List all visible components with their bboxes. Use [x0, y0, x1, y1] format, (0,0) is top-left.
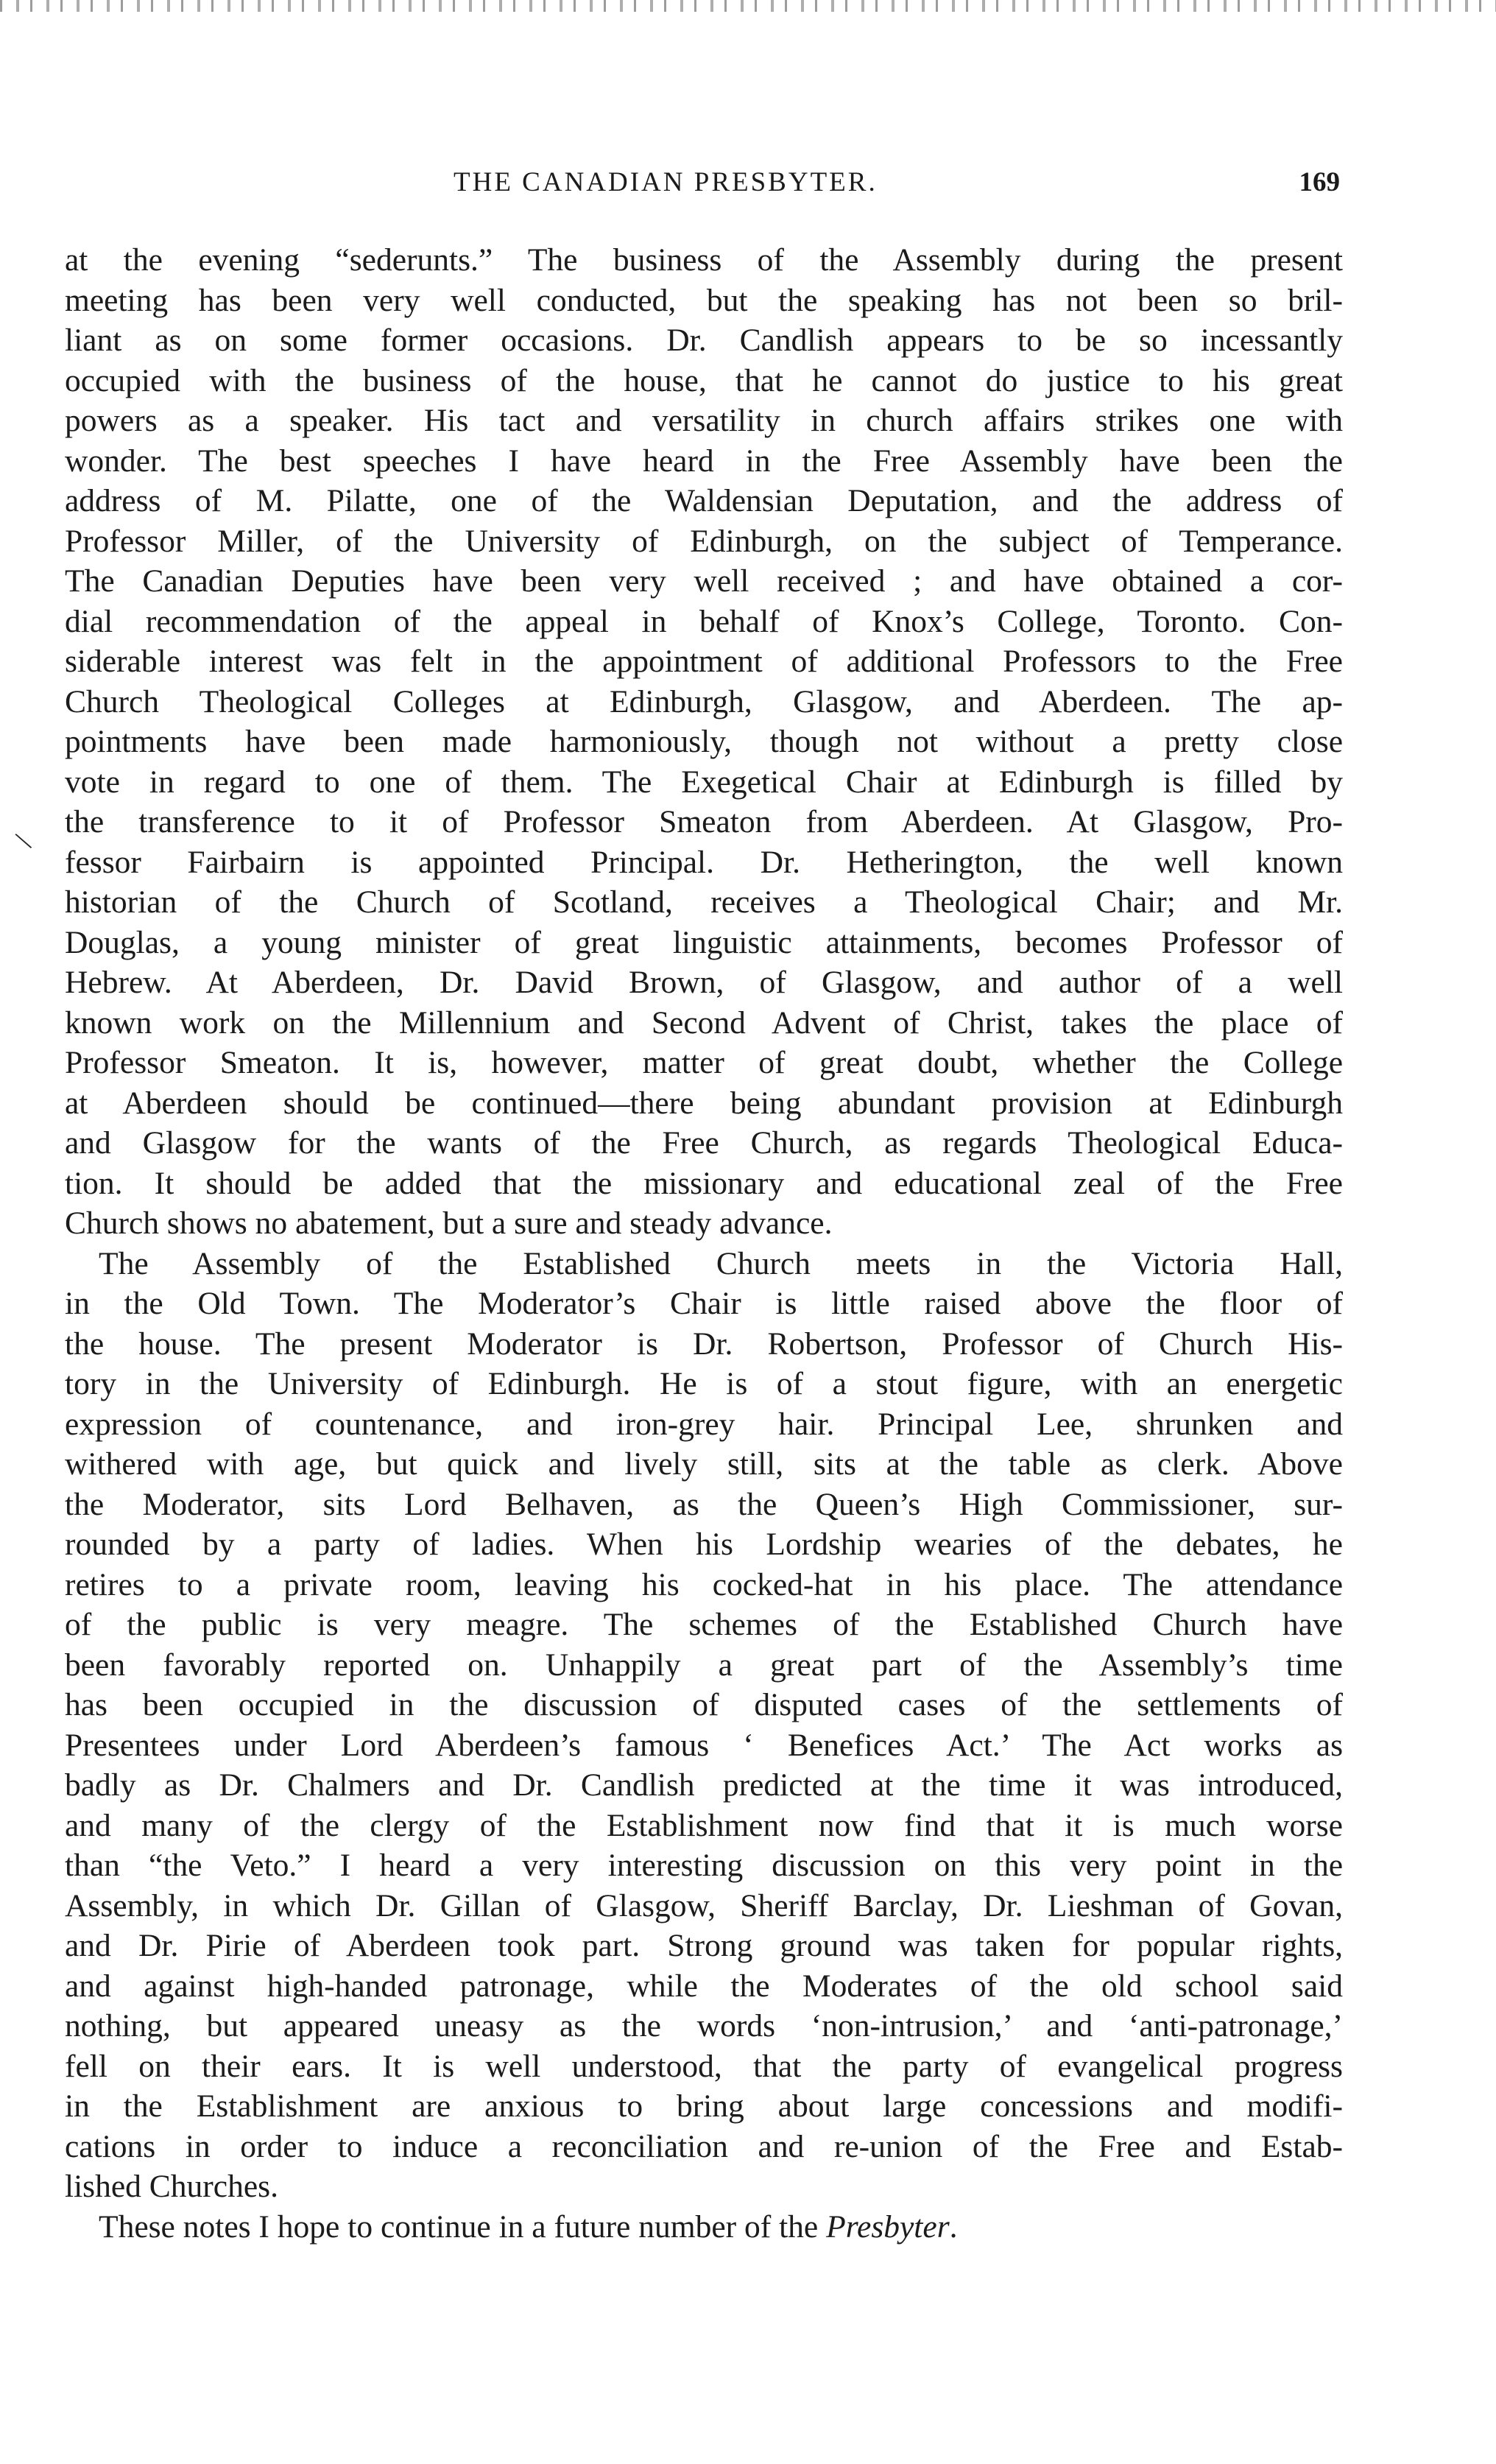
- text-line: badly as Dr. Chalmers and Dr. Candlish predicted at the time it was introduced,: [65, 1767, 1343, 1803]
- text-line: Presentees under Lord Aberdeen’s famous ‘ Benefices Act.’ The Act works as: [65, 1727, 1343, 1763]
- text-line: rounded by a party of ladies. When his Lordship wearies of the debates, he: [65, 1527, 1343, 1562]
- text-line: Professor Smeaton. It is, however, matter of great doubt, whether the College: [65, 1045, 1343, 1080]
- text-line: nothing, but appeared uneasy as the words ‘non-intrusion,’ and ‘anti-patronage,’: [65, 2008, 1343, 2044]
- text-line: wonder. The best speeches I have heard in the Free Assembly have been the: [65, 443, 1343, 479]
- publication-title: Presbyter: [826, 2208, 950, 2245]
- text-line: been favorably reported on. Unhappily a great part of the Assembly’s time: [65, 1647, 1343, 1683]
- text-line: at the evening “sederunts.” The business of the Assembly during the present: [65, 242, 1343, 278]
- text-line: of the public is very meagre. The schemes of the Established Church have: [65, 1607, 1343, 1642]
- text-line: Church Theological Colleges at Edinburgh, Glasgow, and Aberdeen. The ap-: [65, 683, 1343, 719]
- text-line: pointments have been made harmoniously, though not without a pretty close: [65, 724, 1343, 759]
- paragraph-start-line: The Assembly of the Established Church meets in the Victoria Hall,: [99, 1245, 1343, 1281]
- text-line: tion. It should be added that the missionary and educational zeal of the Free: [65, 1165, 1343, 1201]
- text-line: known work on the Millennium and Second Advent of Christ, takes the place of: [65, 1004, 1343, 1041]
- text-line: the Moderator, sits Lord Belhaven, as the Queen’s High Commissioner, sur-: [65, 1486, 1343, 1522]
- paragraph-end-line: Church shows no abatement, but a sure and steady advance.: [65, 1205, 833, 1241]
- text-line: cations in order to induce a reconciliation and re-union of the Free and Estab-: [65, 2128, 1343, 2164]
- text-line: withered with age, but quick and lively still, sits at the table as clerk. Above: [65, 1446, 1343, 1482]
- running-title: THE CANADIAN PRESBYTER.: [454, 167, 878, 197]
- text-line: fessor Fairbairn is appointed Principal. Dr. Hetherington, the well known: [65, 844, 1343, 880]
- text-line: expression of countenance, and iron-grey hair. Principal Lee, shrunken and: [65, 1406, 1343, 1442]
- text-line: in the Establishment are anxious to bring about large concessions and modifi-: [65, 2088, 1343, 2124]
- text-line: meeting has been very well conducted, but the speaking has not been so bril-: [65, 282, 1343, 318]
- text-line: dial recommendation of the appeal in behalf of Knox’s College, Toronto. Con-: [65, 603, 1343, 639]
- text-line: the house. The present Moderator is Dr. Robertson, Professor of Church His-: [65, 1326, 1343, 1362]
- text-line: fell on their ears. It is well understood, that the party of evangelical progress: [65, 2048, 1343, 2084]
- text-line: address of M. Pilatte, one of the Waldensian Deputation, and the address of: [65, 483, 1343, 518]
- text-line: historian of the Church of Scotland, receives a Theological Chair; and Mr.: [65, 884, 1343, 920]
- closing-line-text: These notes I hope to continue in a future number of the: [99, 2208, 819, 2245]
- text-line: Douglas, a young minister of great linguistic attainments, becomes Professor of: [65, 924, 1343, 960]
- text-line: The Canadian Deputies have been very well received ; and have obtained a cor-: [65, 563, 1343, 599]
- closing-line-period: .: [949, 2208, 958, 2245]
- body-text: [65, 240, 1343, 2247]
- page-top-edge-shadow: [0, 0, 1496, 12]
- page-number: 169: [1299, 167, 1340, 197]
- text-line: tory in the University of Edinburgh. He is of a stout figure, with an energetic: [65, 1366, 1343, 1401]
- text-line: Professor Miller, of the University of Edinburgh, on the subject of Temperance.: [65, 523, 1343, 559]
- paragraph-end-line: lished Churches.: [65, 2169, 278, 2204]
- text-line: and many of the clergy of the Establishment now find that it is much worse: [65, 1807, 1343, 1843]
- text-line: retires to a private room, leaving his cocked-hat in his place. The attendance: [65, 1566, 1343, 1602]
- text-line: at Aberdeen should be continued—there being abundant provision at Edinburgh: [65, 1085, 1343, 1121]
- running-head: [71, 166, 1340, 211]
- text-line: liant as on some former occasions. Dr. Candlish appears to be so incessantly: [65, 323, 1343, 358]
- text-line: occupied with the business of the house, that he cannot do justice to his great: [65, 362, 1343, 398]
- closing-line: [65, 2207, 1343, 2247]
- text-line: has been occupied in the discussion of disputed cases of the settlements of: [65, 1687, 1343, 1722]
- text-line: in the Old Town. The Moderator’s Chair is little raised above the floor of: [65, 1286, 1343, 1321]
- text-line: siderable interest was felt in the appointment of additional Professors to the Free: [65, 644, 1343, 679]
- text-line: Hebrew. At Aberdeen, Dr. David Brown, of Glasgow, and author of a well: [65, 965, 1343, 1000]
- text-line: than “the Veto.” I heard a very interesting discussion on this very point in the: [65, 1848, 1343, 1883]
- text-line: and Dr. Pirie of Aberdeen took part. Strong ground was taken for popular rights,: [65, 1928, 1343, 1963]
- text-line: powers as a speaker. His tact and versatility in church affairs strikes one with: [65, 403, 1343, 438]
- text-line: vote in regard to one of them. The Exegetical Chair at Edinburgh is filled by: [65, 764, 1343, 800]
- text-line: and against high-handed patronage, while the Moderates of the old school said: [65, 1968, 1343, 2004]
- text-line: Assembly, in which Dr. Gillan of Glasgow, Sheriff Barclay, Dr. Lieshman of Govan,: [65, 1887, 1343, 1923]
- text-line: and Glasgow for the wants of the Free Church, as regards Theological Educa-: [65, 1125, 1343, 1161]
- margin-pencil-mark: \: [11, 824, 35, 857]
- text-line: the transference to it of Professor Smeaton from Aberdeen. At Glasgow, Pro-: [65, 804, 1343, 839]
